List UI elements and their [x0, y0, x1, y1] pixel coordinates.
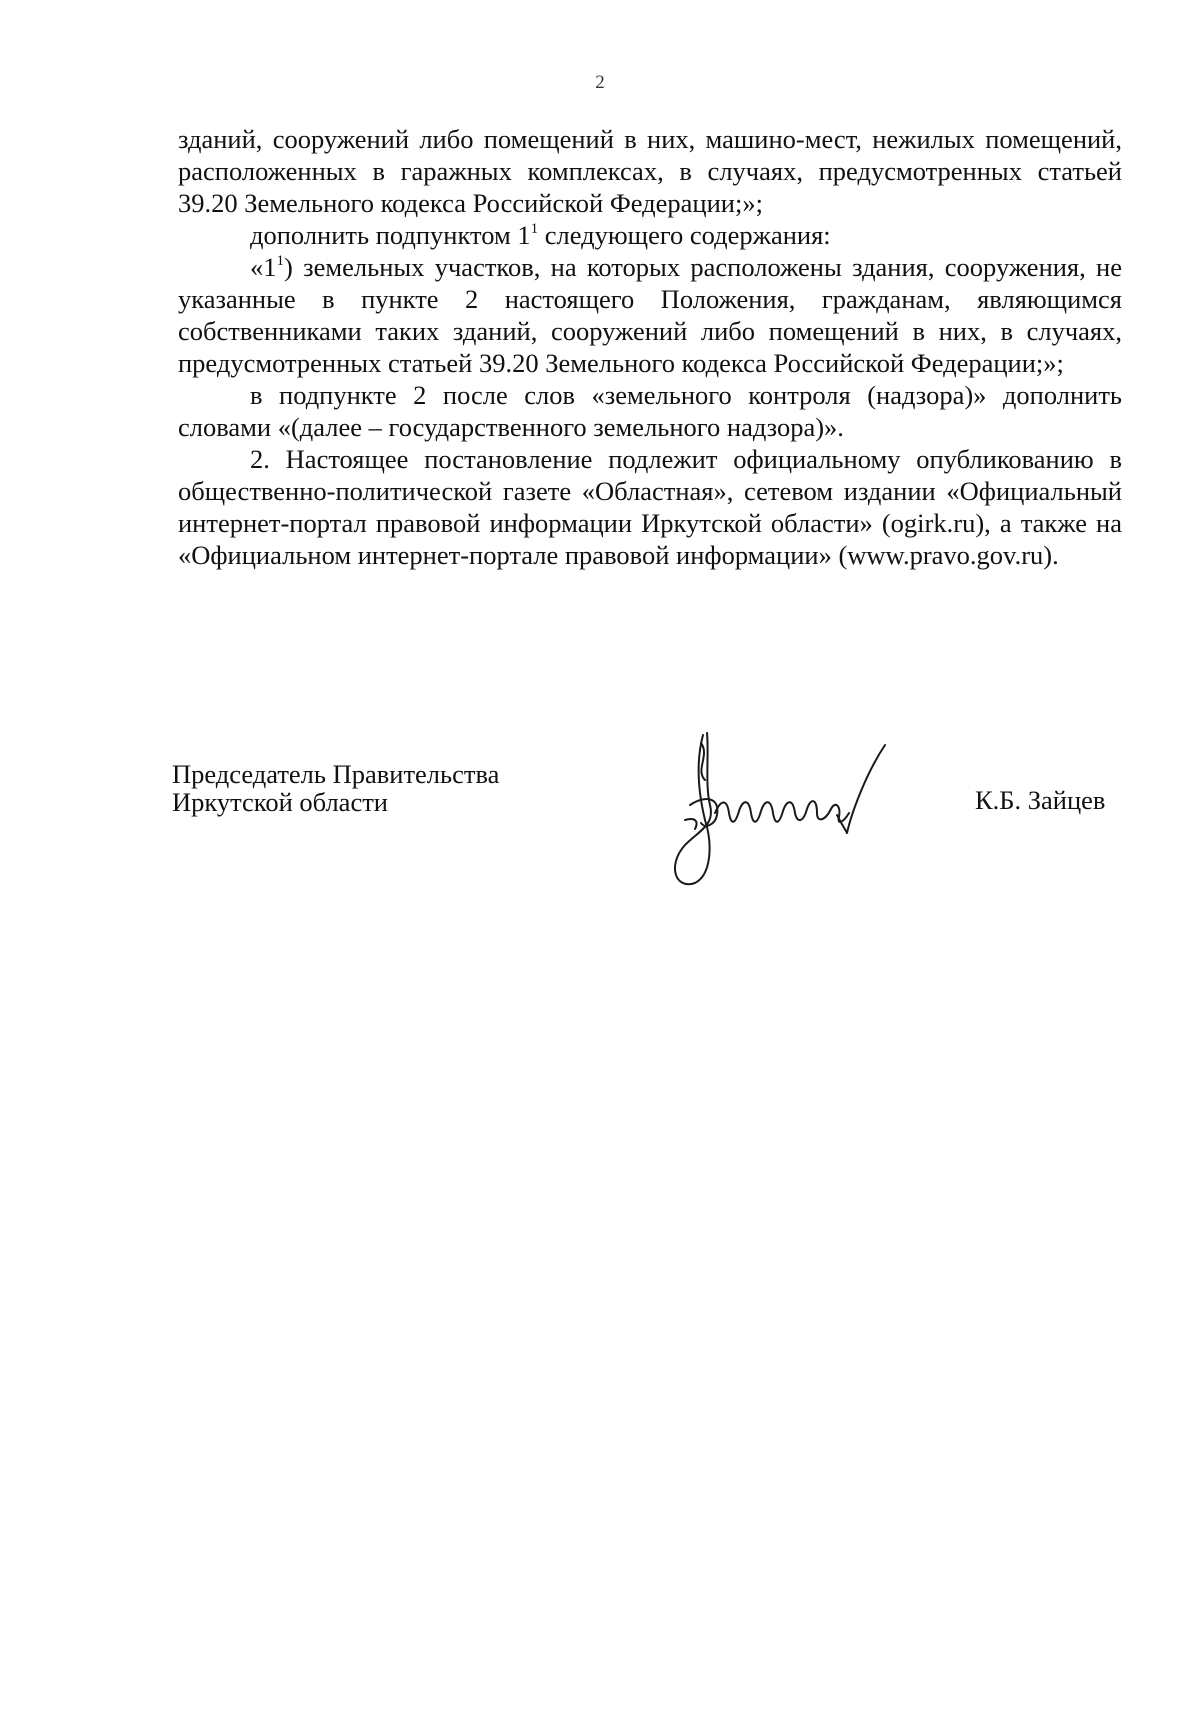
- paragraph-publication: 2. Настоящее постановление подлежит официальному опубликованию в общественно-политической газете «Областная», сетевом издании «Официальный интернет-портал правовой информации Иркутской области» (ogirk.ru), а также на «Официальном интернет-портале правовой информации» (www.pravo.gov.ru).: [178, 444, 1122, 570]
- superscript: 1: [530, 221, 539, 237]
- signatory-title: [172, 760, 499, 816]
- paragraph-supplement-intro: [178, 219, 1122, 251]
- paragraph-text: «1: [250, 252, 277, 282]
- document-body: [178, 123, 1122, 571]
- signatory-title-line: Председатель Правительства: [172, 759, 500, 789]
- signer-name: К.Б. Зайцев: [975, 785, 1106, 815]
- paragraph-continuation: зданий, сооружений либо помещений в них, машино-мест, нежилых помещений, расположенных в гаражных комплексах, в случаях, предусмотренных статьей 39.20 Земельного кодекса Российской Федерации;»;: [178, 124, 1122, 218]
- handwritten-signature-icon: [665, 725, 910, 895]
- superscript: 1: [276, 253, 284, 269]
- paragraph-text: следующего содержания:: [538, 220, 831, 250]
- paragraph-subitem-1-1: [178, 251, 1122, 379]
- page-number: 2: [595, 72, 605, 93]
- paragraph-text: дополнить подпунктом 1: [250, 220, 531, 250]
- paragraph-subitem-2: в подпункте 2 после слов «земельного контроля (надзора)» дополнить словами «(далее – государственного земельного надзора)».: [178, 380, 1122, 442]
- paragraph-text: ) земельных участков, на которых расположены здания, сооружения, не указанные в пункте 2 настоящего Положения, гражданам, являющимся собственниками таких зданий, сооружений либо помещений в них, в случаях, предусмотренных статьей 39.20 Земельного кодекса Российской Федерации;»;: [178, 252, 1122, 378]
- signatory-title-line: Иркутской области: [172, 787, 388, 817]
